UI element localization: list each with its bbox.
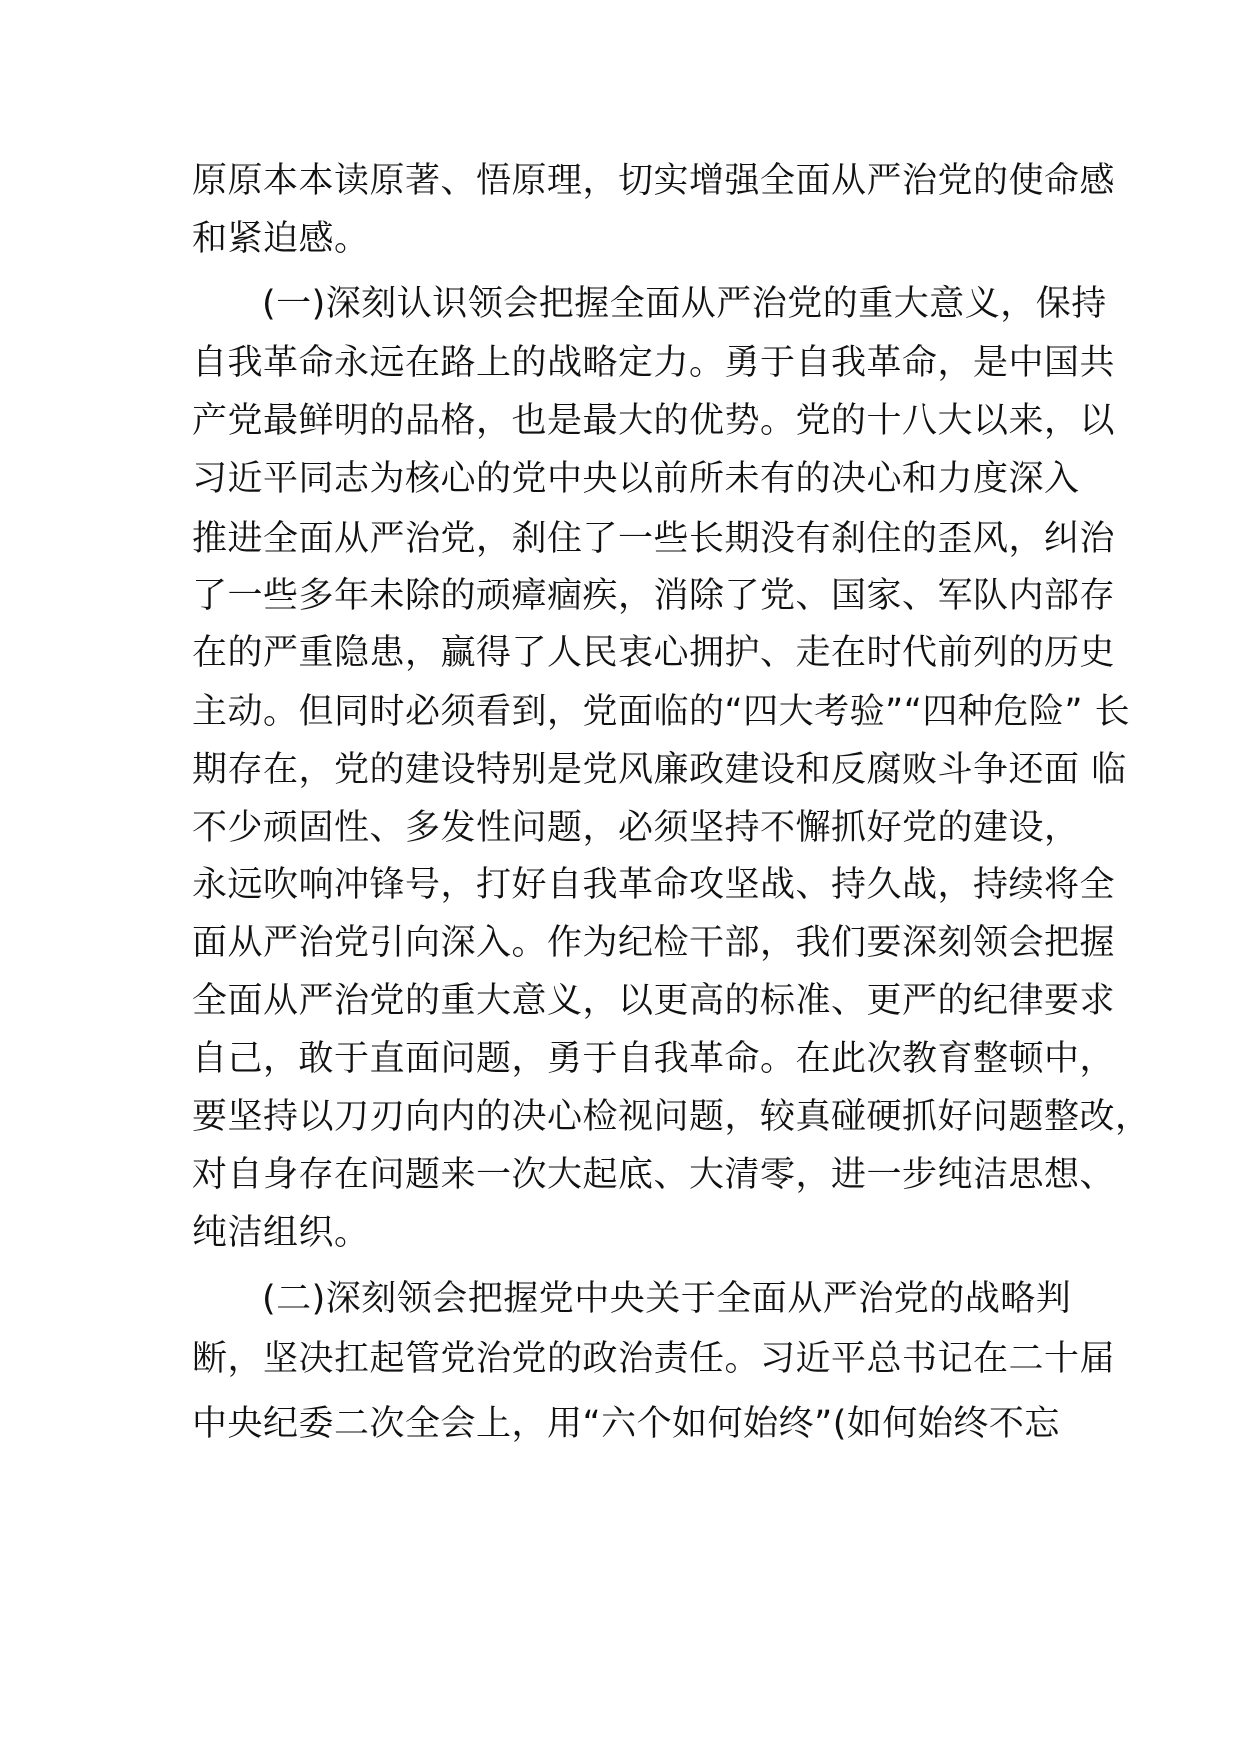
text-line-5: 产党最鲜明的品格，也是最大的优势。党的十八大以来，以 <box>192 401 1116 441</box>
text-line-7: 推进全面从严治党，刹住了一些长期没有刹住的歪风，纠治 <box>192 519 1116 559</box>
text-line-18: 对自身存在问题来一次大起底、大清零，进一步纯洁思想、 <box>192 1155 1116 1195</box>
text-line-4: 自我革命永远在路上的战略定力。勇于自我革命，是中国共 <box>192 343 1116 383</box>
text-line-21: 断，坚决扛起管党治党的政治责任。习近平总书记在二十届 <box>192 1339 1116 1379</box>
text-line-2: 和紧迫感。 <box>192 219 370 259</box>
text-line-9: 在的严重隐患，赢得了人民衷心拥护、走在时代前列的历史 <box>192 633 1116 673</box>
text-line-16: 自己，敢于直面问题，勇于自我革命。在此次教育整顿中， <box>192 1039 1116 1079</box>
text-line-8: 了一些多年未除的顽瘴痼疾，消除了党、国家、军队内部存 <box>192 576 1116 616</box>
text-line-6: 习近平同志为核心的党中央以前所未有的决心和力度深入 <box>192 459 1080 499</box>
text-line-1: 原原本本读原著、悟原理，切实增强全面从严治党的使命感 <box>192 161 1116 201</box>
text-line-17: 要坚持以刀刃向内的决心检视问题，较真碰硬抓好问题整改， <box>192 1097 1151 1137</box>
text-line-22: 中央纪委二次全会上，用“六个如何始终”(如何始终不忘 <box>192 1404 1060 1444</box>
text-line-13: 永远吹响冲锋号，打好自我革命攻坚战、持久战，持续将全 <box>192 865 1116 905</box>
text-line-12: 不少顽固性、多发性问题，必须坚持不懈抓好党的建设， <box>192 808 1080 848</box>
paragraph-1-heading-line: (一)深刻认识领会把握全面从严治党的重大意义，保持 <box>262 284 1107 324</box>
text-line-11: 期存在，党的建设特别是党风廉政建设和反腐败斗争还面 临 <box>192 750 1127 790</box>
text-line-15: 全面从严治党的重大意义，以更高的标准、更严的纪律要求 <box>192 981 1116 1021</box>
text-line-19: 纯洁组织。 <box>192 1213 370 1253</box>
text-line-10: 主动。但同时必须看到，党面临的“四大考验”“四种危险” 长 <box>192 692 1131 732</box>
paragraph-2-heading-line: (二)深刻领会把握党中央关于全面从严治党的战略判 <box>262 1279 1072 1319</box>
text-line-14: 面从严治党引向深入。作为纪检干部，我们要深刻领会把握 <box>192 923 1116 963</box>
